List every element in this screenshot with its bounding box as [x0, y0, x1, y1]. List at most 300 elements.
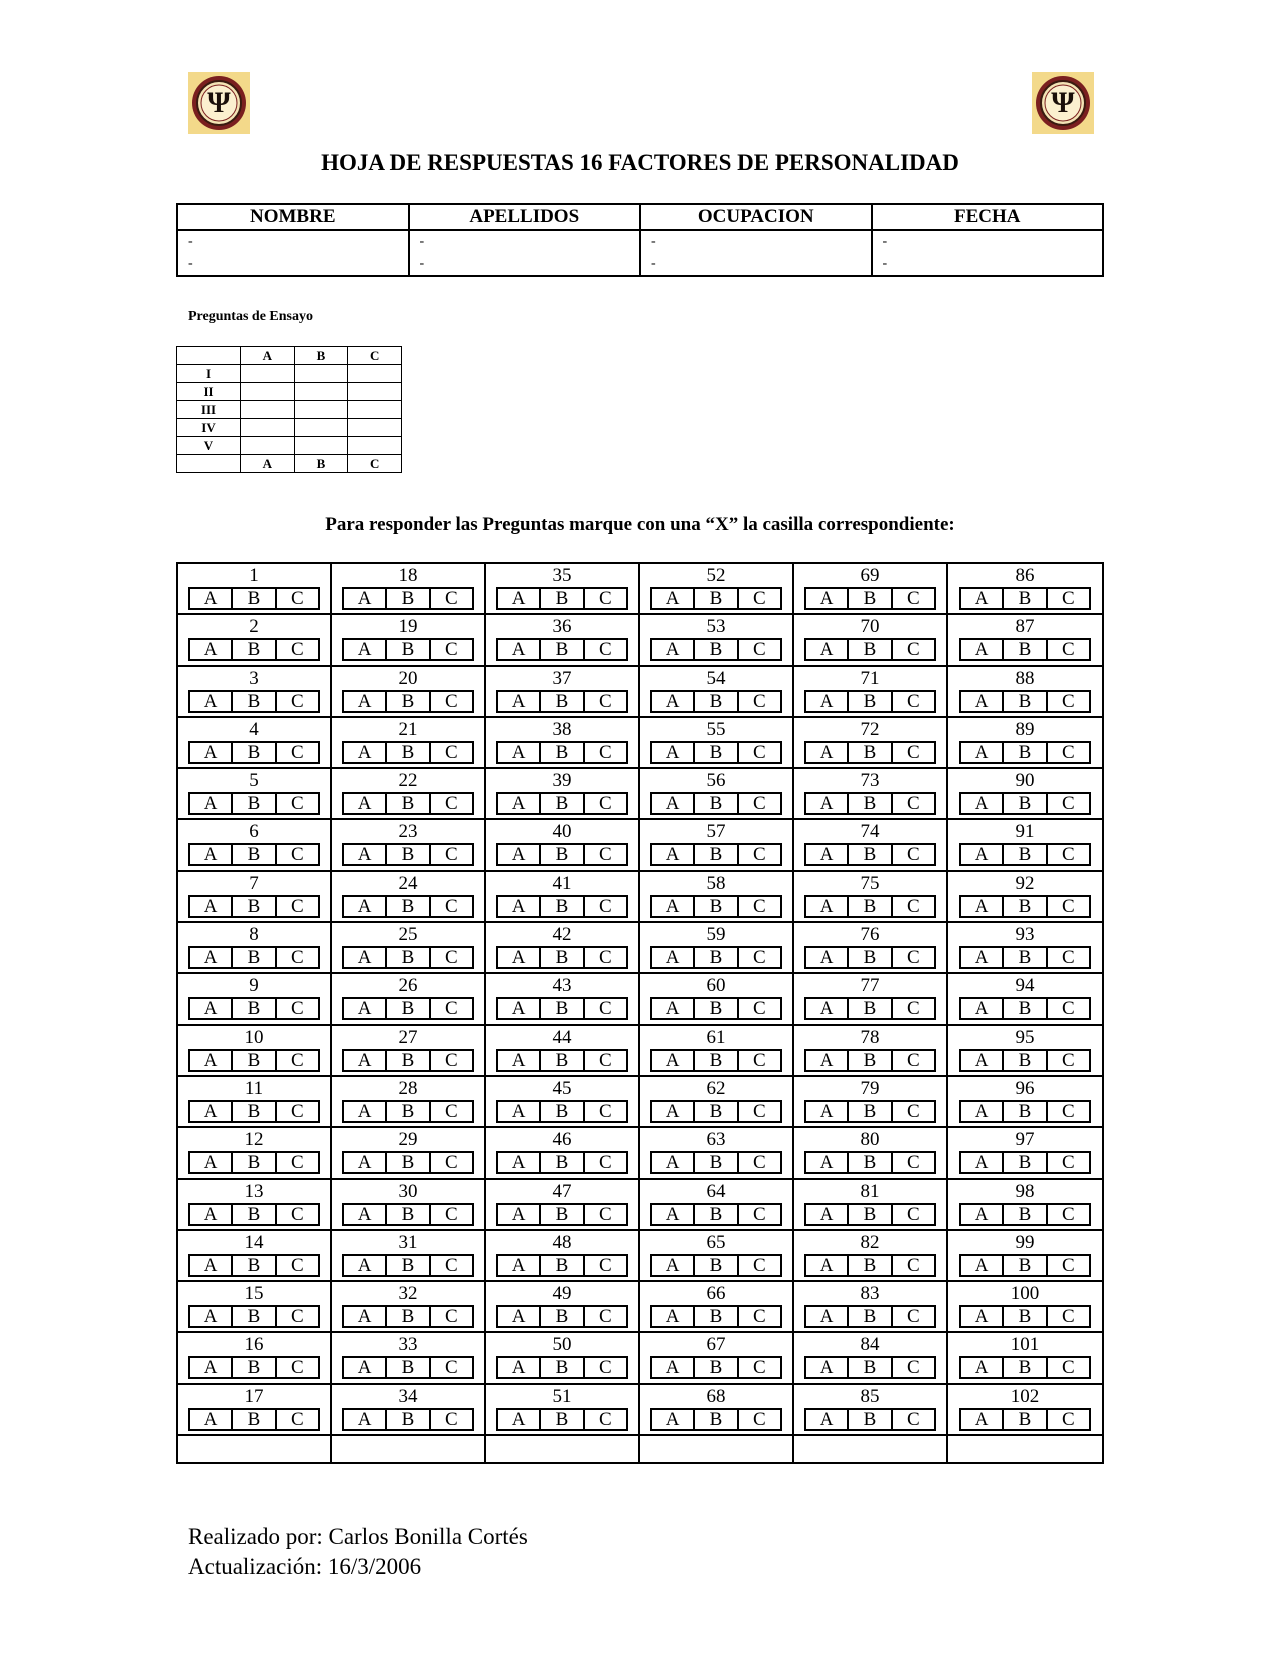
- answer-option-c[interactable]: C: [752, 1408, 766, 1430]
- answer-option-a[interactable]: A: [652, 1102, 695, 1121]
- answer-option-a[interactable]: A: [498, 1307, 541, 1326]
- answer-option-b[interactable]: B: [1004, 640, 1047, 659]
- answer-option-c[interactable]: C: [752, 639, 766, 661]
- answer-option-b[interactable]: B: [541, 1205, 584, 1224]
- answer-option-c[interactable]: C: [290, 1306, 304, 1328]
- answer-option-a[interactable]: A: [961, 794, 1004, 813]
- answer-option-c[interactable]: C: [444, 1049, 458, 1071]
- answer-option-a[interactable]: A: [806, 1102, 849, 1121]
- practice-cell[interactable]: [241, 383, 295, 401]
- answer-option-a[interactable]: A: [190, 1410, 233, 1429]
- answer-option-c[interactable]: C: [598, 1357, 612, 1379]
- answer-option-a[interactable]: A: [498, 1410, 541, 1429]
- answer-option-c[interactable]: C: [906, 844, 920, 866]
- answer-option-b[interactable]: B: [541, 1102, 584, 1121]
- answer-option-c[interactable]: C: [598, 1203, 612, 1225]
- answer-option-c[interactable]: C: [290, 741, 304, 763]
- answer-option-b[interactable]: B: [541, 1051, 584, 1070]
- answer-option-c[interactable]: C: [598, 793, 612, 815]
- answer-option-a[interactable]: A: [961, 897, 1004, 916]
- answer-option-c[interactable]: C: [906, 1357, 920, 1379]
- answer-option-b[interactable]: B: [541, 1410, 584, 1429]
- answer-option-a[interactable]: A: [652, 1410, 695, 1429]
- practice-cell[interactable]: [241, 437, 295, 455]
- answer-option-c[interactable]: C: [290, 1408, 304, 1430]
- answer-option-a[interactable]: A: [961, 589, 1004, 608]
- answer-option-c[interactable]: C: [290, 1049, 304, 1071]
- answer-option-b[interactable]: B: [695, 948, 738, 967]
- answer-option-c[interactable]: C: [752, 1357, 766, 1379]
- answer-option-c[interactable]: C: [444, 690, 458, 712]
- answer-option-a[interactable]: A: [498, 1153, 541, 1172]
- answer-option-a[interactable]: A: [190, 1153, 233, 1172]
- answer-option-a[interactable]: A: [498, 794, 541, 813]
- answer-option-c[interactable]: C: [1061, 1203, 1075, 1225]
- answer-option-b[interactable]: B: [695, 1358, 738, 1377]
- answer-option-a[interactable]: A: [190, 1205, 233, 1224]
- answer-option-b[interactable]: B: [695, 999, 738, 1018]
- answer-option-c[interactable]: C: [752, 588, 766, 609]
- answer-option-a[interactable]: A: [652, 1256, 695, 1275]
- answer-option-c[interactable]: C: [598, 1152, 612, 1174]
- answer-option-a[interactable]: A: [961, 1410, 1004, 1429]
- answer-option-b[interactable]: B: [695, 589, 738, 608]
- answer-option-a[interactable]: A: [961, 845, 1004, 864]
- answer-option-a[interactable]: A: [498, 692, 541, 711]
- answer-option-a[interactable]: A: [806, 845, 849, 864]
- answer-option-a[interactable]: A: [652, 1205, 695, 1224]
- answer-option-c[interactable]: C: [1061, 793, 1075, 815]
- answer-option-c[interactable]: C: [752, 1306, 766, 1328]
- answer-option-c[interactable]: C: [752, 741, 766, 763]
- answer-option-a[interactable]: A: [344, 1051, 387, 1070]
- answer-option-b[interactable]: B: [1004, 1410, 1047, 1429]
- answer-option-b[interactable]: B: [387, 1205, 430, 1224]
- answer-option-b[interactable]: B: [849, 743, 892, 762]
- answer-option-a[interactable]: A: [806, 897, 849, 916]
- answer-option-b[interactable]: B: [233, 1358, 276, 1377]
- answer-option-b[interactable]: B: [1004, 692, 1047, 711]
- answer-option-b[interactable]: B: [541, 640, 584, 659]
- answer-option-c[interactable]: C: [1061, 1254, 1075, 1276]
- answer-option-b[interactable]: B: [1004, 1358, 1047, 1377]
- answer-option-b[interactable]: B: [387, 845, 430, 864]
- answer-option-c[interactable]: C: [906, 895, 920, 917]
- practice-cell[interactable]: [348, 401, 402, 419]
- answer-option-b[interactable]: B: [233, 1153, 276, 1172]
- practice-cell[interactable]: [348, 437, 402, 455]
- practice-cell[interactable]: [294, 365, 348, 383]
- answer-option-b[interactable]: B: [387, 1256, 430, 1275]
- answer-option-a[interactable]: A: [344, 897, 387, 916]
- answer-option-a[interactable]: A: [961, 1102, 1004, 1121]
- answer-option-a[interactable]: A: [652, 948, 695, 967]
- answer-option-c[interactable]: C: [1061, 998, 1075, 1020]
- answer-option-c[interactable]: C: [906, 998, 920, 1020]
- answer-option-b[interactable]: B: [387, 1410, 430, 1429]
- answer-option-b[interactable]: B: [849, 999, 892, 1018]
- answer-option-b[interactable]: B: [849, 794, 892, 813]
- answer-option-c[interactable]: C: [598, 588, 612, 609]
- answer-option-a[interactable]: A: [190, 589, 233, 608]
- answer-option-b[interactable]: B: [849, 640, 892, 659]
- answer-option-c[interactable]: C: [752, 1100, 766, 1122]
- answer-option-c[interactable]: C: [752, 1203, 766, 1225]
- answer-option-c[interactable]: C: [1061, 690, 1075, 712]
- practice-cell[interactable]: [294, 401, 348, 419]
- answer-option-a[interactable]: A: [498, 589, 541, 608]
- answer-option-c[interactable]: C: [1061, 588, 1075, 609]
- answer-option-c[interactable]: C: [906, 793, 920, 815]
- answer-option-b[interactable]: B: [1004, 1051, 1047, 1070]
- answer-option-b[interactable]: B: [233, 1205, 276, 1224]
- practice-cell[interactable]: [348, 419, 402, 437]
- answer-option-b[interactable]: B: [1004, 1153, 1047, 1172]
- answer-option-a[interactable]: A: [652, 845, 695, 864]
- answer-option-c[interactable]: C: [444, 741, 458, 763]
- answer-option-c[interactable]: C: [444, 1408, 458, 1430]
- answer-option-a[interactable]: A: [806, 1153, 849, 1172]
- answer-option-a[interactable]: A: [190, 948, 233, 967]
- answer-option-b[interactable]: B: [1004, 1205, 1047, 1224]
- answer-option-c[interactable]: C: [906, 588, 920, 609]
- practice-cell[interactable]: [348, 365, 402, 383]
- answer-option-a[interactable]: A: [806, 692, 849, 711]
- answer-option-b[interactable]: B: [849, 1102, 892, 1121]
- answer-option-b[interactable]: B: [695, 1051, 738, 1070]
- answer-option-b[interactable]: B: [387, 1051, 430, 1070]
- answer-option-a[interactable]: A: [498, 1256, 541, 1275]
- answer-option-c[interactable]: C: [290, 947, 304, 969]
- answer-option-b[interactable]: B: [541, 948, 584, 967]
- answer-option-a[interactable]: A: [190, 640, 233, 659]
- answer-option-c[interactable]: C: [906, 1254, 920, 1276]
- answer-option-a[interactable]: A: [190, 1358, 233, 1377]
- answer-option-a[interactable]: A: [190, 845, 233, 864]
- answer-option-b[interactable]: B: [387, 1307, 430, 1326]
- answer-option-c[interactable]: C: [1061, 1049, 1075, 1071]
- answer-option-b[interactable]: B: [1004, 845, 1047, 864]
- answer-option-b[interactable]: B: [387, 897, 430, 916]
- answer-option-a[interactable]: A: [652, 897, 695, 916]
- answer-option-a[interactable]: A: [806, 1051, 849, 1070]
- answer-option-a[interactable]: A: [498, 1102, 541, 1121]
- answer-option-c[interactable]: C: [752, 1152, 766, 1174]
- answer-option-a[interactable]: A: [806, 1256, 849, 1275]
- answer-option-c[interactable]: C: [598, 844, 612, 866]
- answer-option-c[interactable]: C: [290, 895, 304, 917]
- answer-option-a[interactable]: A: [652, 1307, 695, 1326]
- answer-option-b[interactable]: B: [1004, 999, 1047, 1018]
- answer-option-b[interactable]: B: [387, 1358, 430, 1377]
- answer-option-b[interactable]: B: [233, 999, 276, 1018]
- answer-option-b[interactable]: B: [695, 640, 738, 659]
- answer-option-c[interactable]: C: [290, 639, 304, 661]
- answer-option-b[interactable]: B: [1004, 743, 1047, 762]
- answer-option-c[interactable]: C: [444, 639, 458, 661]
- answer-option-a[interactable]: A: [961, 1205, 1004, 1224]
- answer-option-b[interactable]: B: [849, 692, 892, 711]
- answer-option-a[interactable]: A: [806, 1205, 849, 1224]
- answer-option-a[interactable]: A: [344, 999, 387, 1018]
- answer-option-c[interactable]: C: [1061, 639, 1075, 661]
- answer-option-a[interactable]: A: [344, 1358, 387, 1377]
- answer-option-b[interactable]: B: [233, 1410, 276, 1429]
- answer-option-b[interactable]: B: [849, 1051, 892, 1070]
- answer-option-c[interactable]: C: [598, 895, 612, 917]
- answer-option-a[interactable]: A: [652, 692, 695, 711]
- answer-option-a[interactable]: A: [806, 1358, 849, 1377]
- answer-option-a[interactable]: A: [961, 948, 1004, 967]
- answer-option-c[interactable]: C: [444, 947, 458, 969]
- answer-option-b[interactable]: B: [387, 794, 430, 813]
- answer-option-a[interactable]: A: [190, 897, 233, 916]
- answer-option-c[interactable]: C: [444, 1203, 458, 1225]
- answer-option-c[interactable]: C: [444, 1254, 458, 1276]
- answer-option-b[interactable]: B: [387, 1102, 430, 1121]
- answer-option-c[interactable]: C: [906, 690, 920, 712]
- answer-option-c[interactable]: C: [906, 1049, 920, 1071]
- answer-option-a[interactable]: A: [652, 794, 695, 813]
- answer-option-c[interactable]: C: [444, 998, 458, 1020]
- answer-option-c[interactable]: C: [752, 895, 766, 917]
- practice-cell[interactable]: [241, 365, 295, 383]
- answer-option-b[interactable]: B: [387, 640, 430, 659]
- answer-option-c[interactable]: C: [598, 1306, 612, 1328]
- answer-option-b[interactable]: B: [387, 948, 430, 967]
- answer-option-c[interactable]: C: [1061, 1152, 1075, 1174]
- answer-option-a[interactable]: A: [806, 999, 849, 1018]
- answer-option-c[interactable]: C: [444, 895, 458, 917]
- answer-option-a[interactable]: A: [498, 948, 541, 967]
- answer-option-c[interactable]: C: [752, 844, 766, 866]
- answer-option-c[interactable]: C: [752, 690, 766, 712]
- answer-option-b[interactable]: B: [233, 948, 276, 967]
- answer-option-b[interactable]: B: [541, 1256, 584, 1275]
- answer-option-b[interactable]: B: [233, 743, 276, 762]
- answer-option-b[interactable]: B: [849, 1205, 892, 1224]
- answer-option-a[interactable]: A: [498, 1051, 541, 1070]
- nombre-field[interactable]: - -: [177, 230, 409, 276]
- answer-option-b[interactable]: B: [695, 1256, 738, 1275]
- answer-option-c[interactable]: C: [1061, 947, 1075, 969]
- answer-option-b[interactable]: B: [541, 1307, 584, 1326]
- answer-option-a[interactable]: A: [190, 1307, 233, 1326]
- answer-option-c[interactable]: C: [598, 1100, 612, 1122]
- answer-option-c[interactable]: C: [598, 1049, 612, 1071]
- answer-option-a[interactable]: A: [344, 1410, 387, 1429]
- answer-option-c[interactable]: C: [1061, 741, 1075, 763]
- answer-option-a[interactable]: A: [961, 640, 1004, 659]
- answer-option-a[interactable]: A: [498, 897, 541, 916]
- answer-option-c[interactable]: C: [906, 1100, 920, 1122]
- answer-option-b[interactable]: B: [1004, 1256, 1047, 1275]
- answer-option-b[interactable]: B: [387, 589, 430, 608]
- answer-option-a[interactable]: A: [190, 1051, 233, 1070]
- answer-option-b[interactable]: B: [695, 1153, 738, 1172]
- answer-option-c[interactable]: C: [752, 998, 766, 1020]
- answer-option-b[interactable]: B: [849, 897, 892, 916]
- answer-option-c[interactable]: C: [444, 1100, 458, 1122]
- answer-option-b[interactable]: B: [233, 1307, 276, 1326]
- answer-option-c[interactable]: C: [444, 1306, 458, 1328]
- answer-option-a[interactable]: A: [961, 743, 1004, 762]
- answer-option-c[interactable]: C: [598, 1254, 612, 1276]
- answer-option-a[interactable]: A: [652, 1358, 695, 1377]
- answer-option-c[interactable]: C: [906, 741, 920, 763]
- answer-option-c[interactable]: C: [1061, 1408, 1075, 1430]
- answer-option-c[interactable]: C: [444, 1357, 458, 1379]
- answer-option-a[interactable]: A: [806, 589, 849, 608]
- answer-option-a[interactable]: A: [652, 1051, 695, 1070]
- answer-option-a[interactable]: A: [344, 1153, 387, 1172]
- answer-option-a[interactable]: A: [344, 948, 387, 967]
- answer-option-a[interactable]: A: [344, 743, 387, 762]
- answer-option-b[interactable]: B: [849, 1307, 892, 1326]
- answer-option-b[interactable]: B: [695, 897, 738, 916]
- answer-option-b[interactable]: B: [541, 1358, 584, 1377]
- answer-option-b[interactable]: B: [695, 845, 738, 864]
- answer-option-b[interactable]: B: [233, 845, 276, 864]
- answer-option-a[interactable]: A: [652, 1153, 695, 1172]
- answer-option-a[interactable]: A: [961, 1051, 1004, 1070]
- answer-option-a[interactable]: A: [961, 1307, 1004, 1326]
- answer-option-b[interactable]: B: [849, 589, 892, 608]
- practice-cell[interactable]: [294, 437, 348, 455]
- answer-option-c[interactable]: C: [290, 998, 304, 1020]
- answer-option-c[interactable]: C: [290, 844, 304, 866]
- answer-option-b[interactable]: B: [849, 1358, 892, 1377]
- answer-option-c[interactable]: C: [290, 588, 304, 609]
- fecha-field[interactable]: - -: [872, 230, 1104, 276]
- answer-option-b[interactable]: B: [541, 794, 584, 813]
- answer-option-a[interactable]: A: [344, 1256, 387, 1275]
- answer-option-c[interactable]: C: [598, 690, 612, 712]
- answer-option-b[interactable]: B: [541, 692, 584, 711]
- answer-option-c[interactable]: C: [1061, 895, 1075, 917]
- answer-option-b[interactable]: B: [849, 1153, 892, 1172]
- answer-option-c[interactable]: C: [752, 947, 766, 969]
- answer-option-b[interactable]: B: [233, 794, 276, 813]
- answer-option-b[interactable]: B: [1004, 794, 1047, 813]
- answer-option-b[interactable]: B: [849, 1410, 892, 1429]
- answer-option-a[interactable]: A: [961, 1358, 1004, 1377]
- answer-option-c[interactable]: C: [290, 690, 304, 712]
- answer-option-c[interactable]: C: [290, 1357, 304, 1379]
- answer-option-b[interactable]: B: [541, 1153, 584, 1172]
- answer-option-a[interactable]: A: [806, 640, 849, 659]
- answer-option-c[interactable]: C: [290, 1254, 304, 1276]
- answer-option-b[interactable]: B: [387, 999, 430, 1018]
- answer-option-c[interactable]: C: [290, 1203, 304, 1225]
- answer-option-b[interactable]: B: [1004, 589, 1047, 608]
- answer-option-b[interactable]: B: [695, 1410, 738, 1429]
- answer-option-b[interactable]: B: [695, 794, 738, 813]
- answer-option-c[interactable]: C: [598, 639, 612, 661]
- answer-option-a[interactable]: A: [190, 999, 233, 1018]
- answer-option-a[interactable]: A: [344, 794, 387, 813]
- answer-option-b[interactable]: B: [233, 897, 276, 916]
- answer-option-b[interactable]: B: [695, 743, 738, 762]
- answer-option-b[interactable]: B: [233, 1256, 276, 1275]
- answer-option-c[interactable]: C: [1061, 1357, 1075, 1379]
- answer-option-c[interactable]: C: [444, 588, 458, 609]
- answer-option-a[interactable]: A: [806, 794, 849, 813]
- answer-option-c[interactable]: C: [1061, 1100, 1075, 1122]
- answer-option-a[interactable]: A: [806, 743, 849, 762]
- practice-cell[interactable]: [294, 383, 348, 401]
- answer-option-a[interactable]: A: [344, 845, 387, 864]
- answer-option-a[interactable]: A: [961, 692, 1004, 711]
- answer-option-b[interactable]: B: [541, 845, 584, 864]
- answer-option-a[interactable]: A: [498, 845, 541, 864]
- answer-option-a[interactable]: A: [344, 589, 387, 608]
- answer-option-b[interactable]: B: [849, 845, 892, 864]
- answer-option-b[interactable]: B: [695, 1102, 738, 1121]
- answer-option-b[interactable]: B: [387, 692, 430, 711]
- answer-option-a[interactable]: A: [344, 1102, 387, 1121]
- answer-option-b[interactable]: B: [541, 999, 584, 1018]
- answer-option-b[interactable]: B: [387, 743, 430, 762]
- answer-option-a[interactable]: A: [190, 743, 233, 762]
- answer-option-b[interactable]: B: [1004, 1307, 1047, 1326]
- answer-option-c[interactable]: C: [906, 947, 920, 969]
- answer-option-a[interactable]: A: [344, 1205, 387, 1224]
- answer-option-c[interactable]: C: [1061, 844, 1075, 866]
- practice-cell[interactable]: [241, 401, 295, 419]
- answer-option-a[interactable]: A: [498, 743, 541, 762]
- answer-option-a[interactable]: A: [806, 1307, 849, 1326]
- apellidos-field[interactable]: - -: [409, 230, 641, 276]
- answer-option-b[interactable]: B: [541, 743, 584, 762]
- answer-option-c[interactable]: C: [598, 1408, 612, 1430]
- answer-option-b[interactable]: B: [541, 589, 584, 608]
- answer-option-a[interactable]: A: [806, 948, 849, 967]
- answer-option-a[interactable]: A: [498, 1358, 541, 1377]
- answer-option-b[interactable]: B: [695, 1205, 738, 1224]
- answer-option-a[interactable]: A: [498, 1205, 541, 1224]
- answer-option-a[interactable]: A: [344, 1307, 387, 1326]
- answer-option-a[interactable]: A: [190, 1256, 233, 1275]
- answer-option-c[interactable]: C: [598, 947, 612, 969]
- answer-option-b[interactable]: B: [695, 1307, 738, 1326]
- answer-option-c[interactable]: C: [906, 1152, 920, 1174]
- ocupacion-field[interactable]: - -: [640, 230, 872, 276]
- answer-option-a[interactable]: A: [652, 589, 695, 608]
- answer-option-a[interactable]: A: [190, 1102, 233, 1121]
- answer-option-c[interactable]: C: [444, 793, 458, 815]
- answer-option-b[interactable]: B: [233, 1051, 276, 1070]
- practice-cell[interactable]: [348, 383, 402, 401]
- answer-option-c[interactable]: C: [290, 1152, 304, 1174]
- answer-option-a[interactable]: A: [806, 1410, 849, 1429]
- answer-option-a[interactable]: A: [652, 743, 695, 762]
- answer-option-a[interactable]: A: [344, 692, 387, 711]
- answer-option-c[interactable]: C: [906, 639, 920, 661]
- answer-option-b[interactable]: B: [233, 589, 276, 608]
- answer-option-c[interactable]: C: [752, 793, 766, 815]
- answer-option-a[interactable]: A: [961, 1153, 1004, 1172]
- answer-option-b[interactable]: B: [1004, 948, 1047, 967]
- answer-option-a[interactable]: A: [190, 692, 233, 711]
- answer-option-b[interactable]: B: [233, 1102, 276, 1121]
- answer-option-c[interactable]: C: [1061, 1306, 1075, 1328]
- answer-option-c[interactable]: C: [752, 1049, 766, 1071]
- answer-option-c[interactable]: C: [290, 793, 304, 815]
- answer-option-c[interactable]: C: [598, 998, 612, 1020]
- answer-option-b[interactable]: B: [541, 897, 584, 916]
- answer-option-b[interactable]: B: [233, 640, 276, 659]
